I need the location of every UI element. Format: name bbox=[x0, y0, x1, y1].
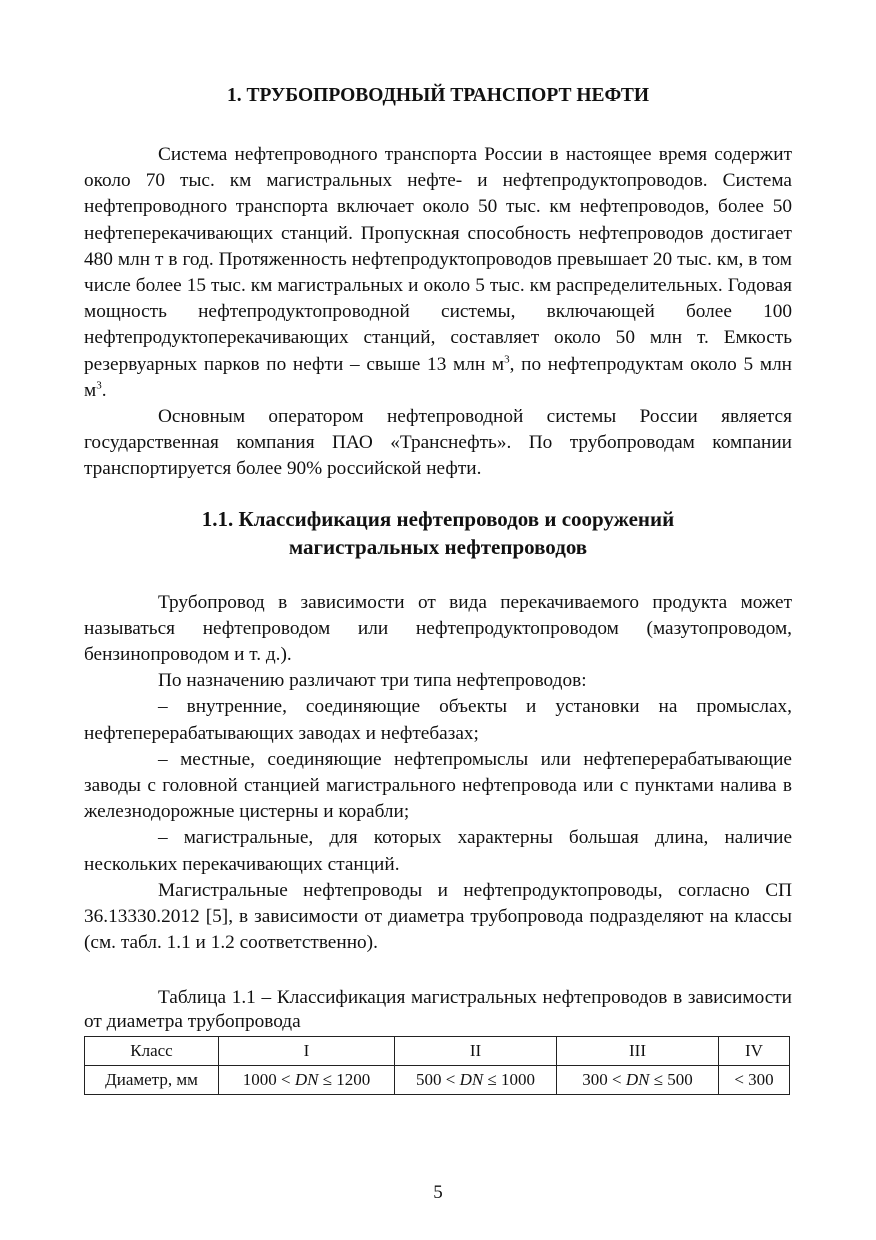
table-cell: Класс bbox=[85, 1037, 219, 1066]
table-row bbox=[85, 1066, 790, 1095]
paragraph-intro-end: . bbox=[101, 379, 107, 401]
section-heading bbox=[84, 505, 792, 561]
paragraph-classes: Магистральные нефтепроводы и нефтепродуктопроводы, согласно СП 36.13330.2012 [5], в зависимости от диаметра трубопровода подразделяют на классы (см. табл. 1.1 и 1.2 соответственно). bbox=[84, 879, 792, 954]
table-cell bbox=[557, 1066, 719, 1095]
table-cell: < 300 bbox=[719, 1066, 790, 1095]
chapter-heading: 1. ТРУБОПРОВОДНЫЙ ТРАНСПОРТ НЕФТИ bbox=[226, 85, 649, 106]
cell-part: 1000 < bbox=[242, 1070, 295, 1090]
cell-part: ≤ 500 bbox=[649, 1070, 693, 1090]
cell-part: ≤ 1000 bbox=[483, 1070, 536, 1090]
document-page bbox=[84, 80, 792, 1095]
paragraph-intro bbox=[84, 142, 792, 404]
superscript: 3 bbox=[96, 379, 102, 392]
page-number: 5 bbox=[433, 1182, 443, 1203]
table-cell bbox=[395, 1066, 557, 1095]
table-cell: Диаметр, мм bbox=[85, 1066, 219, 1095]
cell-part: DN bbox=[625, 1070, 650, 1090]
cell-part: 300 < bbox=[582, 1070, 626, 1090]
paragraph-pipeline: Трубопровод в зависимости от вида перекачиваемого продукта может называться нефтепроводом или нефтепродуктопроводом (мазутопроводом, бензинопроводом и т. д.). bbox=[84, 591, 792, 666]
section-heading-line2: магистральных нефтепроводов bbox=[288, 534, 588, 559]
classification-table bbox=[84, 1036, 790, 1095]
table-cell: II bbox=[395, 1037, 557, 1066]
paragraph-intro-mid: , по нефтепродуктам около 5 млн м bbox=[84, 353, 793, 401]
paragraph-operator: Основным оператором нефтепроводной системы России является государственная компания ПАО «Транснефть». По трубопроводам компании транспортируется более 90% российской нефти. bbox=[84, 406, 792, 480]
list-item: – местные, соединяющие нефтепромыслы или нефтеперерабатывающие заводы с головной станцией магистрального нефтепровода или с пунктами налива в железнодорожные цистерны и корабли; bbox=[84, 748, 792, 823]
list-item: – внутренние, соединяющие объекты и установки на промыслах, нефтеперерабатывающих заводах и нефтебазах; bbox=[84, 696, 792, 744]
cell-part: ≤ 1200 bbox=[318, 1070, 371, 1090]
paragraph-intro-text: Система нефтепроводного транспорта России в настоящее время содержит около 70 тыс. км магистральных нефте- и нефтепродуктопроводов. Система нефтепроводного транспорта включает около 50 тыс. км нефтепроводов, более 50 нефтеперекачивающих станций. Пропускная способность нефтепроводов достигает 480 млн т в год. Протяженность нефтепродуктопроводов превышает 20 тыс. км, в том числе более 15 тыс. км магистральных и около 5 тыс. км распределительных. Годовая мощность нефтепродуктопроводной системы, включающей более 100 нефтепродуктоперекачивающих станций, составляет около 50 млн т. Емкость резервуарных парков по нефти – свыше 13 млн м bbox=[84, 144, 792, 375]
table-caption: Таблица 1.1 – Классификация магистральных нефтепроводов в зависимости от диаметра трубопровода bbox=[84, 987, 792, 1033]
cell-part: DN bbox=[294, 1070, 319, 1090]
table-cell: I bbox=[219, 1037, 395, 1066]
superscript: 3 bbox=[504, 353, 510, 366]
paragraph-types: По назначению различают три типа нефтепроводов: bbox=[158, 670, 587, 692]
cell-part: 500 < bbox=[415, 1070, 460, 1090]
table-cell: III bbox=[557, 1037, 719, 1066]
table-row bbox=[85, 1037, 790, 1066]
table-cell bbox=[219, 1066, 395, 1095]
section-heading-line1: 1.1. Классификация нефтепроводов и сооружений bbox=[201, 506, 675, 531]
list-item: – магистральные, для которых характерны большая длина, наличие нескольких перекачивающих станций. bbox=[84, 827, 792, 875]
cell-part: DN bbox=[459, 1070, 484, 1090]
table-cell: IV bbox=[719, 1037, 790, 1066]
